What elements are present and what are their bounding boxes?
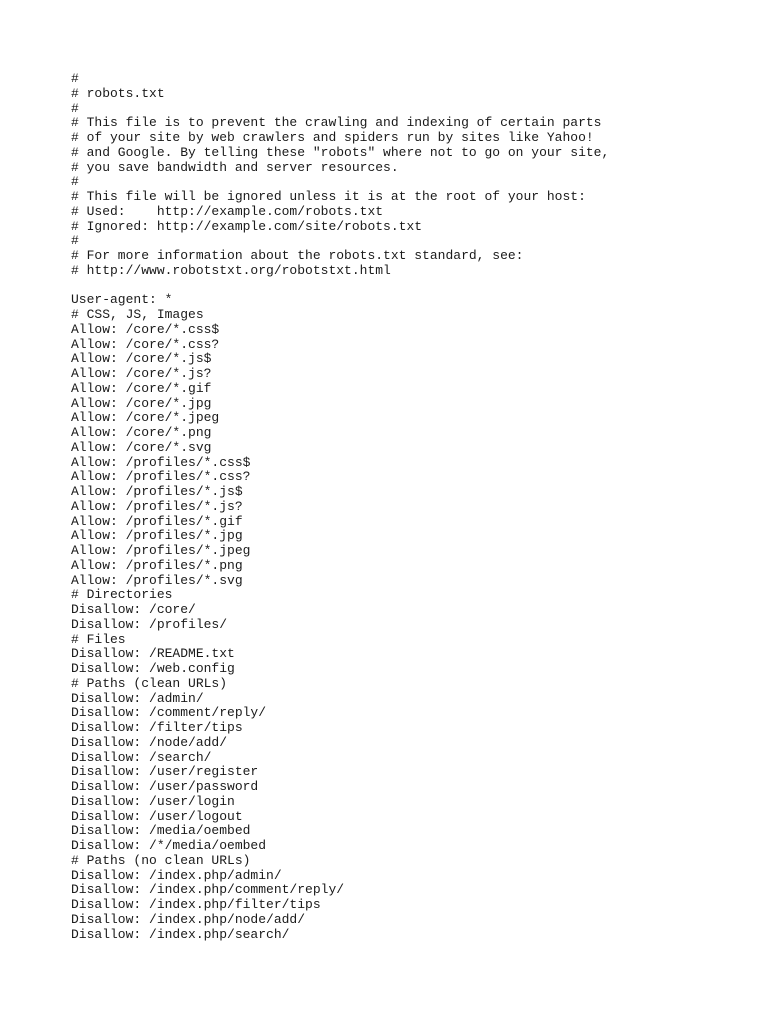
disallow-directive: Disallow: /index.php/comment/reply/ xyxy=(71,882,345,898)
disallow-directive: Disallow: /node/add/ xyxy=(71,734,228,750)
allow-directive: Allow: /profiles/*.jpg xyxy=(71,528,243,544)
allow-directive: Allow: /profiles/*.js$ xyxy=(71,484,243,499)
comment-line: # xyxy=(71,174,79,190)
allow-directive: Allow: /core/*.gif xyxy=(71,380,212,396)
user-agent-directive: User-agent: * xyxy=(71,292,173,308)
disallow-directive: Disallow: /index.php/search/ xyxy=(71,926,290,942)
disallow-directive: Disallow: /index.php/node/add/ xyxy=(71,911,306,927)
allow-directive: Allow: /profiles/*.svg xyxy=(71,572,243,588)
comment-line: # CSS, JS, Images xyxy=(71,307,204,322)
allow-directive: Allow: /core/*.png xyxy=(71,425,212,440)
disallow-directive: Disallow: /comment/reply/ xyxy=(71,705,267,721)
disallow-directive: Disallow: /media/oembed xyxy=(71,823,251,839)
comment-line: # xyxy=(71,100,79,116)
allow-directive: Allow: /core/*.css? xyxy=(71,336,220,352)
disallow-directive: Disallow: /user/password xyxy=(71,779,259,794)
robots-txt-document xyxy=(71,72,748,942)
allow-directive: Allow: /profiles/*.css? xyxy=(71,469,251,485)
disallow-directive: Disallow: /filter/tips xyxy=(71,720,243,735)
comment-line: # For more information about the robots.txt standard, see: xyxy=(71,248,524,263)
allow-directive: Allow: /profiles/*.gif xyxy=(71,513,243,529)
disallow-directive: Disallow: /index.php/admin/ xyxy=(71,867,282,883)
disallow-directive: Disallow: /user/logout xyxy=(71,808,243,824)
comment-line: # http://www.robotstxt.org/robotstxt.html xyxy=(71,262,391,278)
disallow-directive: Disallow: /user/register xyxy=(71,764,259,780)
disallow-directive: Disallow: /web.config xyxy=(71,661,235,676)
comment-line: # xyxy=(71,71,79,86)
allow-directive: Allow: /profiles/*.js? xyxy=(71,498,243,514)
allow-directive: Allow: /profiles/*.png xyxy=(71,557,243,573)
disallow-directive: Disallow: /*/media/oembed xyxy=(71,838,267,853)
allow-directive: Allow: /core/*.svg xyxy=(71,439,212,455)
comment-line: # Paths (clean URLs) xyxy=(71,675,228,691)
comment-line: # xyxy=(71,233,79,249)
comment-line: # This file is to prevent the crawling and indexing of certain parts xyxy=(71,115,602,131)
comment-line: # This file will be ignored unless it is at the root of your host: xyxy=(71,189,586,204)
disallow-directive: Disallow: /user/login xyxy=(71,793,235,809)
disallow-directive: Disallow: /core/ xyxy=(71,602,196,617)
comment-line: # and Google. By telling these "robots" where not to go on your site, xyxy=(71,144,610,160)
disallow-directive: Disallow: /admin/ xyxy=(71,690,204,706)
blank-line xyxy=(71,279,748,294)
allow-directive: Allow: /core/*.js? xyxy=(71,366,212,381)
comment-line: # of your site by web crawlers and spiders run by sites like Yahoo! xyxy=(71,130,594,145)
disallow-directive: Disallow: /search/ xyxy=(71,749,212,765)
comment-line: # Paths (no clean URLs) xyxy=(71,852,251,868)
allow-directive: Allow: /core/*.css$ xyxy=(71,321,220,337)
disallow-directive: Disallow: /index.php/filter/tips xyxy=(71,897,321,912)
comment-line: # Ignored: http://example.com/site/robots.txt xyxy=(71,218,423,234)
allow-directive: Allow: /core/*.jpeg xyxy=(71,410,220,426)
comment-line: # Directories xyxy=(71,587,173,603)
comment-line: # Used: http://example.com/robots.txt xyxy=(71,203,384,219)
disallow-directive: Disallow: /README.txt xyxy=(71,646,235,662)
comment-line: # you save bandwidth and server resources. xyxy=(71,159,399,175)
allow-directive: Allow: /profiles/*.css$ xyxy=(71,454,251,470)
comment-line: # robots.txt xyxy=(71,85,165,101)
allow-directive: Allow: /core/*.jpg xyxy=(71,395,212,411)
allow-directive: Allow: /profiles/*.jpeg xyxy=(71,543,251,558)
comment-line: # Files xyxy=(71,631,126,647)
disallow-directive: Disallow: /profiles/ xyxy=(71,616,228,632)
allow-directive: Allow: /core/*.js$ xyxy=(71,351,212,367)
